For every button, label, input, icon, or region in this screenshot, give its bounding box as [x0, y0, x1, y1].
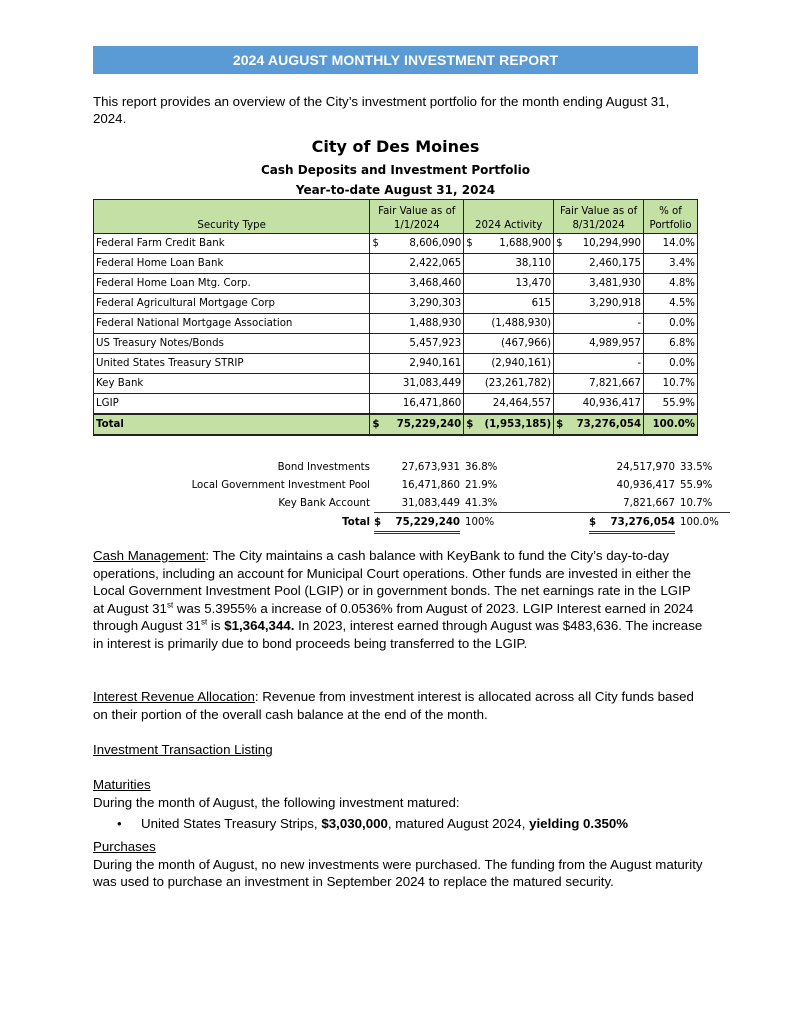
header-pct: % of Portfolio — [644, 200, 698, 234]
activity-cell: 615 — [464, 294, 554, 314]
pct-cell: 0.0% — [644, 314, 698, 334]
fv-start-cell: 2,940,161 — [370, 354, 464, 374]
header-security-type: Security Type — [94, 200, 370, 234]
fv-end-cell: 3,290,918 — [554, 294, 644, 314]
security-type-cell: United States Treasury STRIP — [94, 354, 370, 374]
summary-pct-end: 55.9% — [680, 479, 713, 491]
maturity-item: United States Treasury Strips, $3,030,000, matured August 2024, yielding 0.350% — [141, 816, 629, 831]
table-row — [94, 254, 698, 274]
total-row — [94, 414, 698, 435]
purchases-text: During the month of August, no new investments were purchased. The funding from the August maturity was used to purchase an investment in September 2024 to replace the matured security. — [93, 856, 703, 889]
summary-value-start: 27,673,931 — [401, 461, 460, 473]
table-row — [94, 314, 698, 334]
fv-start-cell: 31,083,449 — [370, 374, 464, 394]
summary-total-pct-end: 100.0% — [680, 517, 719, 529]
summary-label: Bond Investments — [277, 461, 370, 473]
interest-allocation-paragraph: Interest Revenue Allocation: Revenue from investment interest is allocated across all City funds based on their portion of the overall cash balance at the end of the month. — [93, 689, 694, 722]
activity-cell: 38,110 — [464, 254, 554, 274]
fv-end-cell: 3,481,930 — [554, 274, 644, 294]
header-fv-end: Fair Value as of 8/31/2024 — [554, 200, 644, 234]
summary-total-end: $ 73,276,054 — [589, 513, 675, 533]
pct-cell: 55.9% — [644, 394, 698, 415]
header-fv-start: Fair Value as of 1/1/2024 — [370, 200, 464, 234]
summary-value-end: 7,821,667 — [589, 494, 675, 513]
summary-table — [180, 458, 730, 534]
security-type-cell: Federal Farm Credit Bank — [94, 234, 370, 254]
pct-cell: 14.0% — [644, 234, 698, 254]
summary-label: Local Government Investment Pool — [191, 479, 370, 491]
city-name: City of Des Moines — [311, 137, 480, 156]
security-type-cell: Federal Home Loan Bank — [94, 254, 370, 274]
maturities-section — [93, 776, 703, 811]
summary-total-start: $ 75,229,240 — [374, 513, 460, 533]
activity-cell: (2,940,161) — [464, 354, 554, 374]
summary-row — [180, 476, 730, 494]
fv-end-cell: 2,460,175 — [554, 254, 644, 274]
fv-start-cell: 3,290,303 — [370, 294, 464, 314]
report-banner — [93, 46, 698, 74]
fv-end-cell: - — [554, 314, 644, 334]
summary-pct-start: 36.8% — [465, 461, 498, 473]
summary-pct-end: 10.7% — [675, 494, 730, 513]
table-titles — [93, 135, 698, 200]
lgip-interest-amount: $1,364,344. — [224, 618, 295, 633]
total-fv-end: $ 73,276,054 — [554, 414, 644, 435]
table-row — [94, 394, 698, 415]
cash-management-heading: Cash Management — [93, 548, 206, 563]
summary-total-label: Total — [342, 517, 370, 528]
table-row — [94, 294, 698, 314]
total-activity: $ (1,953,185) — [464, 414, 554, 435]
portfolio-subtitle: Cash Deposits and Investment Portfolio — [261, 163, 530, 177]
summary-label: Key Bank Account — [278, 497, 370, 509]
table-row — [94, 334, 698, 354]
activity-cell: 24,464,557 — [464, 394, 554, 415]
pct-cell: 4.8% — [644, 274, 698, 294]
fv-end-cell: 7,821,667 — [554, 374, 644, 394]
pct-cell: 4.5% — [644, 294, 698, 314]
security-type-cell: LGIP — [94, 394, 370, 415]
fv-start-cell: 2,422,065 — [370, 254, 464, 274]
summary-pct-end: 33.5% — [680, 461, 713, 473]
fv-start-cell: 16,471,860 — [370, 394, 464, 415]
security-type-cell: US Treasury Notes/Bonds — [94, 334, 370, 354]
fv-start-cell: 1,488,930 — [370, 314, 464, 334]
fv-end-cell: - — [554, 354, 644, 374]
pct-cell: 0.0% — [644, 354, 698, 374]
fv-end-cell: 4,989,957 — [554, 334, 644, 354]
cash-management-paragraph: Cash Management: The City maintains a cash balance with KeyBank to fund the City’s day-to-day operations, including an account for Municipal Court operations. Other funds are invested in either the Local Government Investment Pool (LGIP) or in government bonds. The net earnings rate in the LGIP at August 31st was 5.3955% a increase of 0.0536% from August of 2023. LGIP Interest earned in 2024 through August 31st is $1,364,344. In 2023, interest earned through August was $483,636. The increase in interest is primarily due to bond proceeds being transferred to the LGIP. — [93, 548, 703, 651]
summary-pct-start: 41.3% — [460, 494, 529, 513]
table-row — [94, 354, 698, 374]
maturities-intro: During the month of August, the following investment matured: — [93, 794, 460, 810]
interest-allocation-heading: Interest Revenue Allocation — [93, 689, 255, 704]
total-label: Total — [94, 414, 370, 435]
table-row — [94, 234, 698, 254]
table-row — [94, 374, 698, 394]
bullet-icon: • — [117, 816, 122, 831]
security-type-cell: Key Bank — [94, 374, 370, 394]
security-type-cell: Federal Agricultural Mortgage Corp — [94, 294, 370, 314]
portfolio-header-row — [94, 200, 698, 234]
summary-total-row — [180, 513, 730, 533]
summary-value-start: 31,083,449 — [374, 494, 460, 513]
security-type-cell: Federal National Mortgage Association — [94, 314, 370, 334]
fv-start-cell: $ 8,606,090 — [370, 234, 464, 254]
activity-cell: (467,966) — [464, 334, 554, 354]
activity-cell: $ 1,688,900 — [464, 234, 554, 254]
pct-cell: 6.8% — [644, 334, 698, 354]
maturities-heading: Maturities — [93, 777, 151, 792]
activity-cell: 13,470 — [464, 274, 554, 294]
pct-cell: 3.4% — [644, 254, 698, 274]
total-pct: 100.0% — [644, 414, 698, 435]
summary-row — [180, 494, 730, 513]
summary-value-end: 40,936,417 — [616, 479, 675, 491]
portfolio-table — [93, 199, 698, 436]
pct-cell: 10.7% — [644, 374, 698, 394]
intro-paragraph: This report provides an overview of the City’s investment portfolio for the month ending August 31, 2024. — [93, 94, 670, 126]
fv-end-cell: 40,936,417 — [554, 394, 644, 415]
summary-pct-start: 21.9% — [465, 479, 498, 491]
total-fv-start: $ 75,229,240 — [370, 414, 464, 435]
activity-cell: (1,488,930) — [464, 314, 554, 334]
fv-start-cell: 5,457,923 — [370, 334, 464, 354]
report-title: 2024 AUGUST MONTHLY INVESTMENT REPORT — [232, 52, 559, 68]
activity-cell: (23,261,782) — [464, 374, 554, 394]
summary-value-end: 24,517,970 — [616, 461, 675, 473]
summary-value-start: 16,471,860 — [401, 479, 460, 491]
purchases-heading: Purchases — [93, 839, 156, 854]
summary-total-pct-start: 100% — [465, 517, 495, 529]
table-row — [94, 274, 698, 294]
fv-end-cell: $ 10,294,990 — [554, 234, 644, 254]
transaction-listing-heading: Investment Transaction Listing — [93, 742, 273, 757]
period-title: Year-to-date August 31, 2024 — [295, 183, 496, 197]
purchases-section — [93, 838, 703, 891]
security-type-cell: Federal Home Loan Mtg. Corp. — [94, 274, 370, 294]
fv-start-cell: 3,468,460 — [370, 274, 464, 294]
header-activity: 2024 Activity — [464, 200, 554, 234]
summary-row — [180, 458, 730, 476]
